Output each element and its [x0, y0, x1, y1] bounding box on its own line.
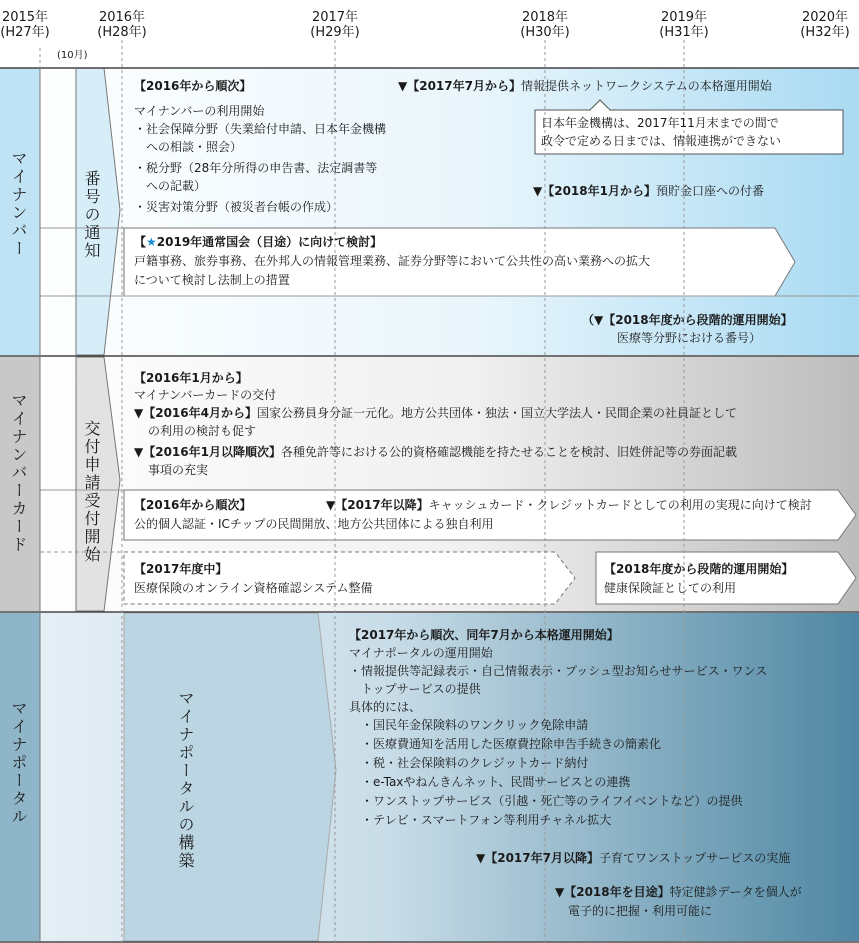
portal-line-1: ・情報提供等記録表示・自己情報表示・プッシュ型お知らせサービス・ワンス: [349, 664, 768, 678]
year-2016: 2016年 (H28年): [97, 10, 147, 40]
year-2019: 2019年 (H31年): [659, 10, 709, 40]
mynumber-b2-line-1: 戸籍事務、旅券事務、在外邦人の情報管理業務、証券分野等において公共性の高い業務への拡大: [134, 254, 651, 268]
portal-line-7: ・e-Taxやねんきんネット、民間サービスとの連携: [349, 775, 631, 789]
mynumber-b1-line-2: への相談・照会）: [134, 140, 243, 154]
card-b2-heading: 【2016年から順次】: [134, 498, 252, 512]
card-section-label: マイナンバーカード: [9, 392, 28, 554]
portal-line-2: トップサービスの提供: [349, 682, 481, 696]
year-2017: 2017年 (H29年): [310, 10, 360, 40]
portal-line-3: 具体的には、: [349, 700, 422, 714]
note-line-2: 政令で定める日までは、情報連携ができない: [541, 134, 782, 148]
mynumber-phase-label: 番号の通知: [82, 170, 101, 260]
card-b2-line-2: 公的個人認証・ICチップの民間開放、地方公共団体による独自利用: [134, 517, 494, 531]
portal-line-9: ・テレビ・スマートフォン等利用チャネル拡大: [349, 813, 612, 827]
card-b1-heading: 【2016年1月から】: [134, 371, 248, 385]
portal-line-8: ・ワンストップサービス（引越・死亡等のライフイベントなど）の提供: [349, 794, 743, 808]
card-b2-milestone: ▼【2017年以降】キャッシュカード・クレジットカードとしての利用の実現に向けて検討: [326, 498, 812, 512]
card-b3-text: 医療保険のオンライン資格確認システム整備: [134, 581, 373, 595]
portal-line-5: ・医療費通知を活用した医療費控除申告手続きの簡素化: [349, 737, 662, 751]
mynumber-b3-text: 医療等分野における番号）: [617, 331, 762, 345]
portal-milestone-health-cont: 電子的に把握・利用可能に: [568, 904, 713, 918]
card-b1-line-2: ▼【2016年4月から】国家公務員身分証一元化。地方公共団体・独法・国立大学法人・民間企業の社員証として: [134, 406, 737, 420]
mynumber-b2-heading: 【★2019年通常国会（目途）に向けて検討】: [134, 235, 383, 249]
portal-milestone-health: ▼【2018年を目途】特定健診データを個人が: [555, 885, 802, 899]
year-2015: 2015年 (H27年): [0, 10, 50, 40]
portal-heading: 【2017年から順次、同年7月から本格運用開始】: [349, 628, 619, 642]
card-phase-label: 交付申請受付開始: [82, 420, 101, 564]
mynumber-b1-line-4: への記載）: [134, 179, 207, 193]
mynumber-b1-line-1: ・社会保障分野（失業給付申請、日本年金機構: [134, 122, 387, 136]
card-b3-text2: 健康保険証としての利用: [604, 581, 737, 595]
portal-line-4: ・国民年金保険料のワンクリック免除申請: [349, 718, 589, 732]
card-b1-line-3-cont: 事項の充実: [148, 463, 209, 477]
mynumber-b2-line-2: について検討し法制上の措置: [134, 273, 290, 287]
mynumber-milestone-bank: ▼【2018年1月から】預貯金口座への付番: [533, 184, 764, 198]
portal-milestone-childcare: ▼【2017年7月以降】子育てワンストップサービスの実施: [476, 851, 791, 865]
portal-phase-label: マイナポータルの構築: [176, 690, 195, 870]
portal-line-0: マイナポータルの運用開始: [349, 646, 493, 660]
mynumber-b1-line-3: ・税分野（28年分所得の申告書、法定調書等: [134, 161, 378, 175]
mynumber-milestone-network: ▼【2017年7月から】情報提供ネットワークシステムの本格運用開始: [398, 79, 772, 93]
october-label: (10月): [57, 50, 88, 61]
portal-phase-arrow: [124, 613, 336, 941]
card-b1-line-3: ▼【2016年1月以降順次】各種免許等における公的資格確認機能を持たせることを検討、旧姓併記等の券面記載: [134, 445, 737, 459]
card-b1-line-2-cont: の利用の検討も促す: [148, 424, 257, 438]
card-b1-line-1: マイナンバーカードの交付: [134, 388, 277, 402]
year-2020: 2020年 (H32年): [800, 10, 850, 40]
card-b3-heading2: 【2018年度から段階的運用開始】: [604, 562, 794, 576]
portal-section-label: マイナポータル: [9, 700, 28, 826]
card-b3-heading: 【2017年度中】: [134, 562, 228, 576]
mynumber-b3-heading: （▼【2018年度から段階的運用開始】: [582, 313, 793, 327]
portal-line-6: ・税・社会保険料のクレジットカード納付: [349, 756, 589, 770]
mynumber-section-label: マイナンバー: [9, 150, 28, 258]
year-2018: 2018年 (H30年): [520, 10, 570, 40]
mynumber-b1-heading: 【2016年から順次】: [134, 79, 252, 93]
mynumber-b1-line-0: マイナンバーの利用開始: [134, 104, 265, 118]
mynumber-b1-line-5: ・災害対策分野（被災者台帳の作成）: [134, 200, 339, 214]
note-line-1: 日本年金機構は、2017年11月末までの間で: [541, 116, 779, 130]
star-icon: ★: [146, 235, 157, 249]
